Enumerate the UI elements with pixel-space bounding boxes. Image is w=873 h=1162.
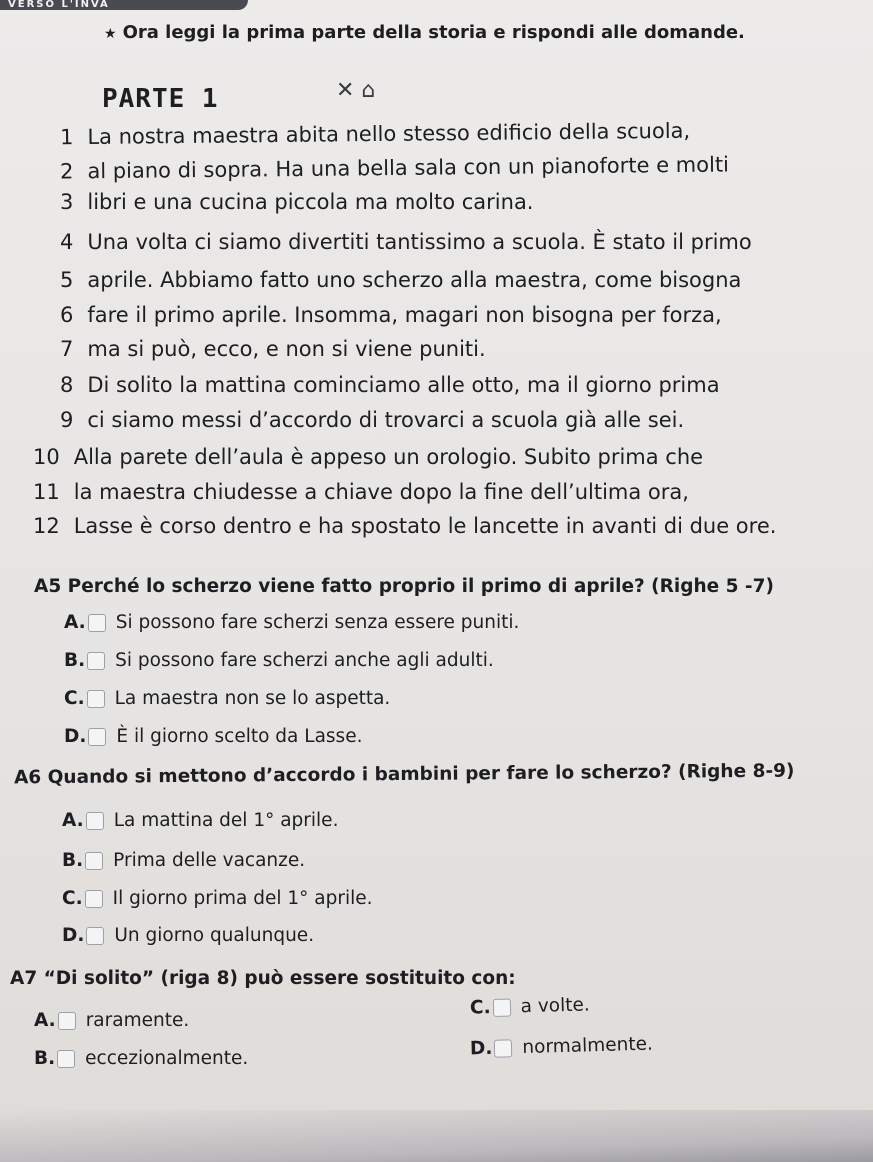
checkbox[interactable] (86, 812, 104, 830)
option-a5-a[interactable]: A. Si possono fare scherzi senza essere puniti. (64, 612, 520, 633)
handwritten-mark: ✕ ⌂ (336, 78, 376, 103)
option-a6-a[interactable]: A. La mattina del 1° aprile. (62, 810, 339, 831)
star-icon: ★ (104, 26, 117, 42)
story-line: 11 la maestra chiudesse a chiave dopo la fine dell’ultima ora, (33, 480, 689, 504)
checkbox[interactable] (494, 1039, 512, 1057)
checkbox[interactable] (88, 728, 106, 746)
story-line: 12 Lasse è corso dentro e ha spostato le lancette in avanti di due ore. (33, 514, 777, 538)
option-a6-b[interactable]: B. Prima delle vacanze. (62, 850, 306, 871)
story-line: 8 Di solito la mattina cominciamo alle otto, ma il giorno prima (60, 373, 720, 397)
story-line: 5 aprile. Abbiamo fatto uno scherzo alla maestra, come bisogna (60, 268, 742, 292)
checkbox[interactable] (492, 998, 510, 1016)
section-tab (0, 0, 248, 10)
story-line: 7 ma si può, ecco, e non si viene puniti. (60, 337, 486, 361)
option-a7-b[interactable]: B. eccezionalmente. (34, 1048, 249, 1069)
option-a6-c[interactable]: C. Il giorno prima del 1° aprile. (62, 888, 373, 909)
story-line: 10 Alla parete dell’aula è appeso un orologio. Subito prima che (33, 445, 704, 469)
instruction-text: Ora leggi la prima parte della storia e rispondi alle domande. (122, 22, 745, 43)
checkbox[interactable] (87, 652, 105, 670)
checkbox[interactable] (85, 852, 103, 870)
checkbox[interactable] (88, 614, 106, 632)
option-a6-d[interactable]: D. Un giorno qualunque. (62, 925, 315, 946)
checkbox[interactable] (58, 1012, 76, 1030)
story-line: 1 La nostra maestra abita nello stesso edificio della scuola, (59, 118, 691, 150)
page-shadow (0, 1110, 873, 1162)
question-a6: A6 Quando si mettono d’accordo i bambini per fare lo scherzo? (Righe 8-9) (13, 760, 795, 789)
section-tab-label: VERSO L'INVA (8, 0, 110, 10)
question-a7: A7 “Di solito” (riga 8) può essere sostituito con: (10, 968, 516, 989)
option-a7-a[interactable]: A. raramente. (34, 1010, 190, 1031)
option-a5-c[interactable]: C. La maestra non se lo aspetta. (64, 688, 391, 709)
instruction (104, 22, 745, 43)
story-line: 9 ci siamo messi d’accordo di trovarci a scuola già alle sei. (60, 408, 685, 432)
story-line: 3 libri e una cucina piccola ma molto carina. (60, 190, 534, 214)
checkbox[interactable] (87, 690, 105, 708)
question-a5: A5 Perché lo scherzo viene fatto proprio il primo di aprile? (Righe 5 -7) (34, 576, 774, 597)
checkbox[interactable] (57, 1050, 75, 1068)
option-a5-d[interactable]: D. È il giorno scelto da Lasse. (64, 726, 363, 747)
checkbox[interactable] (86, 927, 104, 945)
checkbox[interactable] (85, 890, 103, 908)
option-a7-c[interactable]: C. a volte. (469, 994, 591, 1019)
option-a5-b[interactable]: B. Si possono fare scherzi anche agli adulti. (64, 650, 494, 671)
part-title: PARTE 1 (102, 84, 219, 114)
story-line: 2 al piano di sopra. Ha una bella sala con un pianoforte e molti (59, 152, 730, 184)
story-line: 4 Una volta ci siamo divertiti tantissimo a scuola. È stato il primo (60, 230, 752, 254)
option-a7-d[interactable]: D. normalmente. (469, 1033, 654, 1060)
story-line: 6 fare il primo aprile. Insomma, magari non bisogna per forza, (60, 303, 722, 327)
